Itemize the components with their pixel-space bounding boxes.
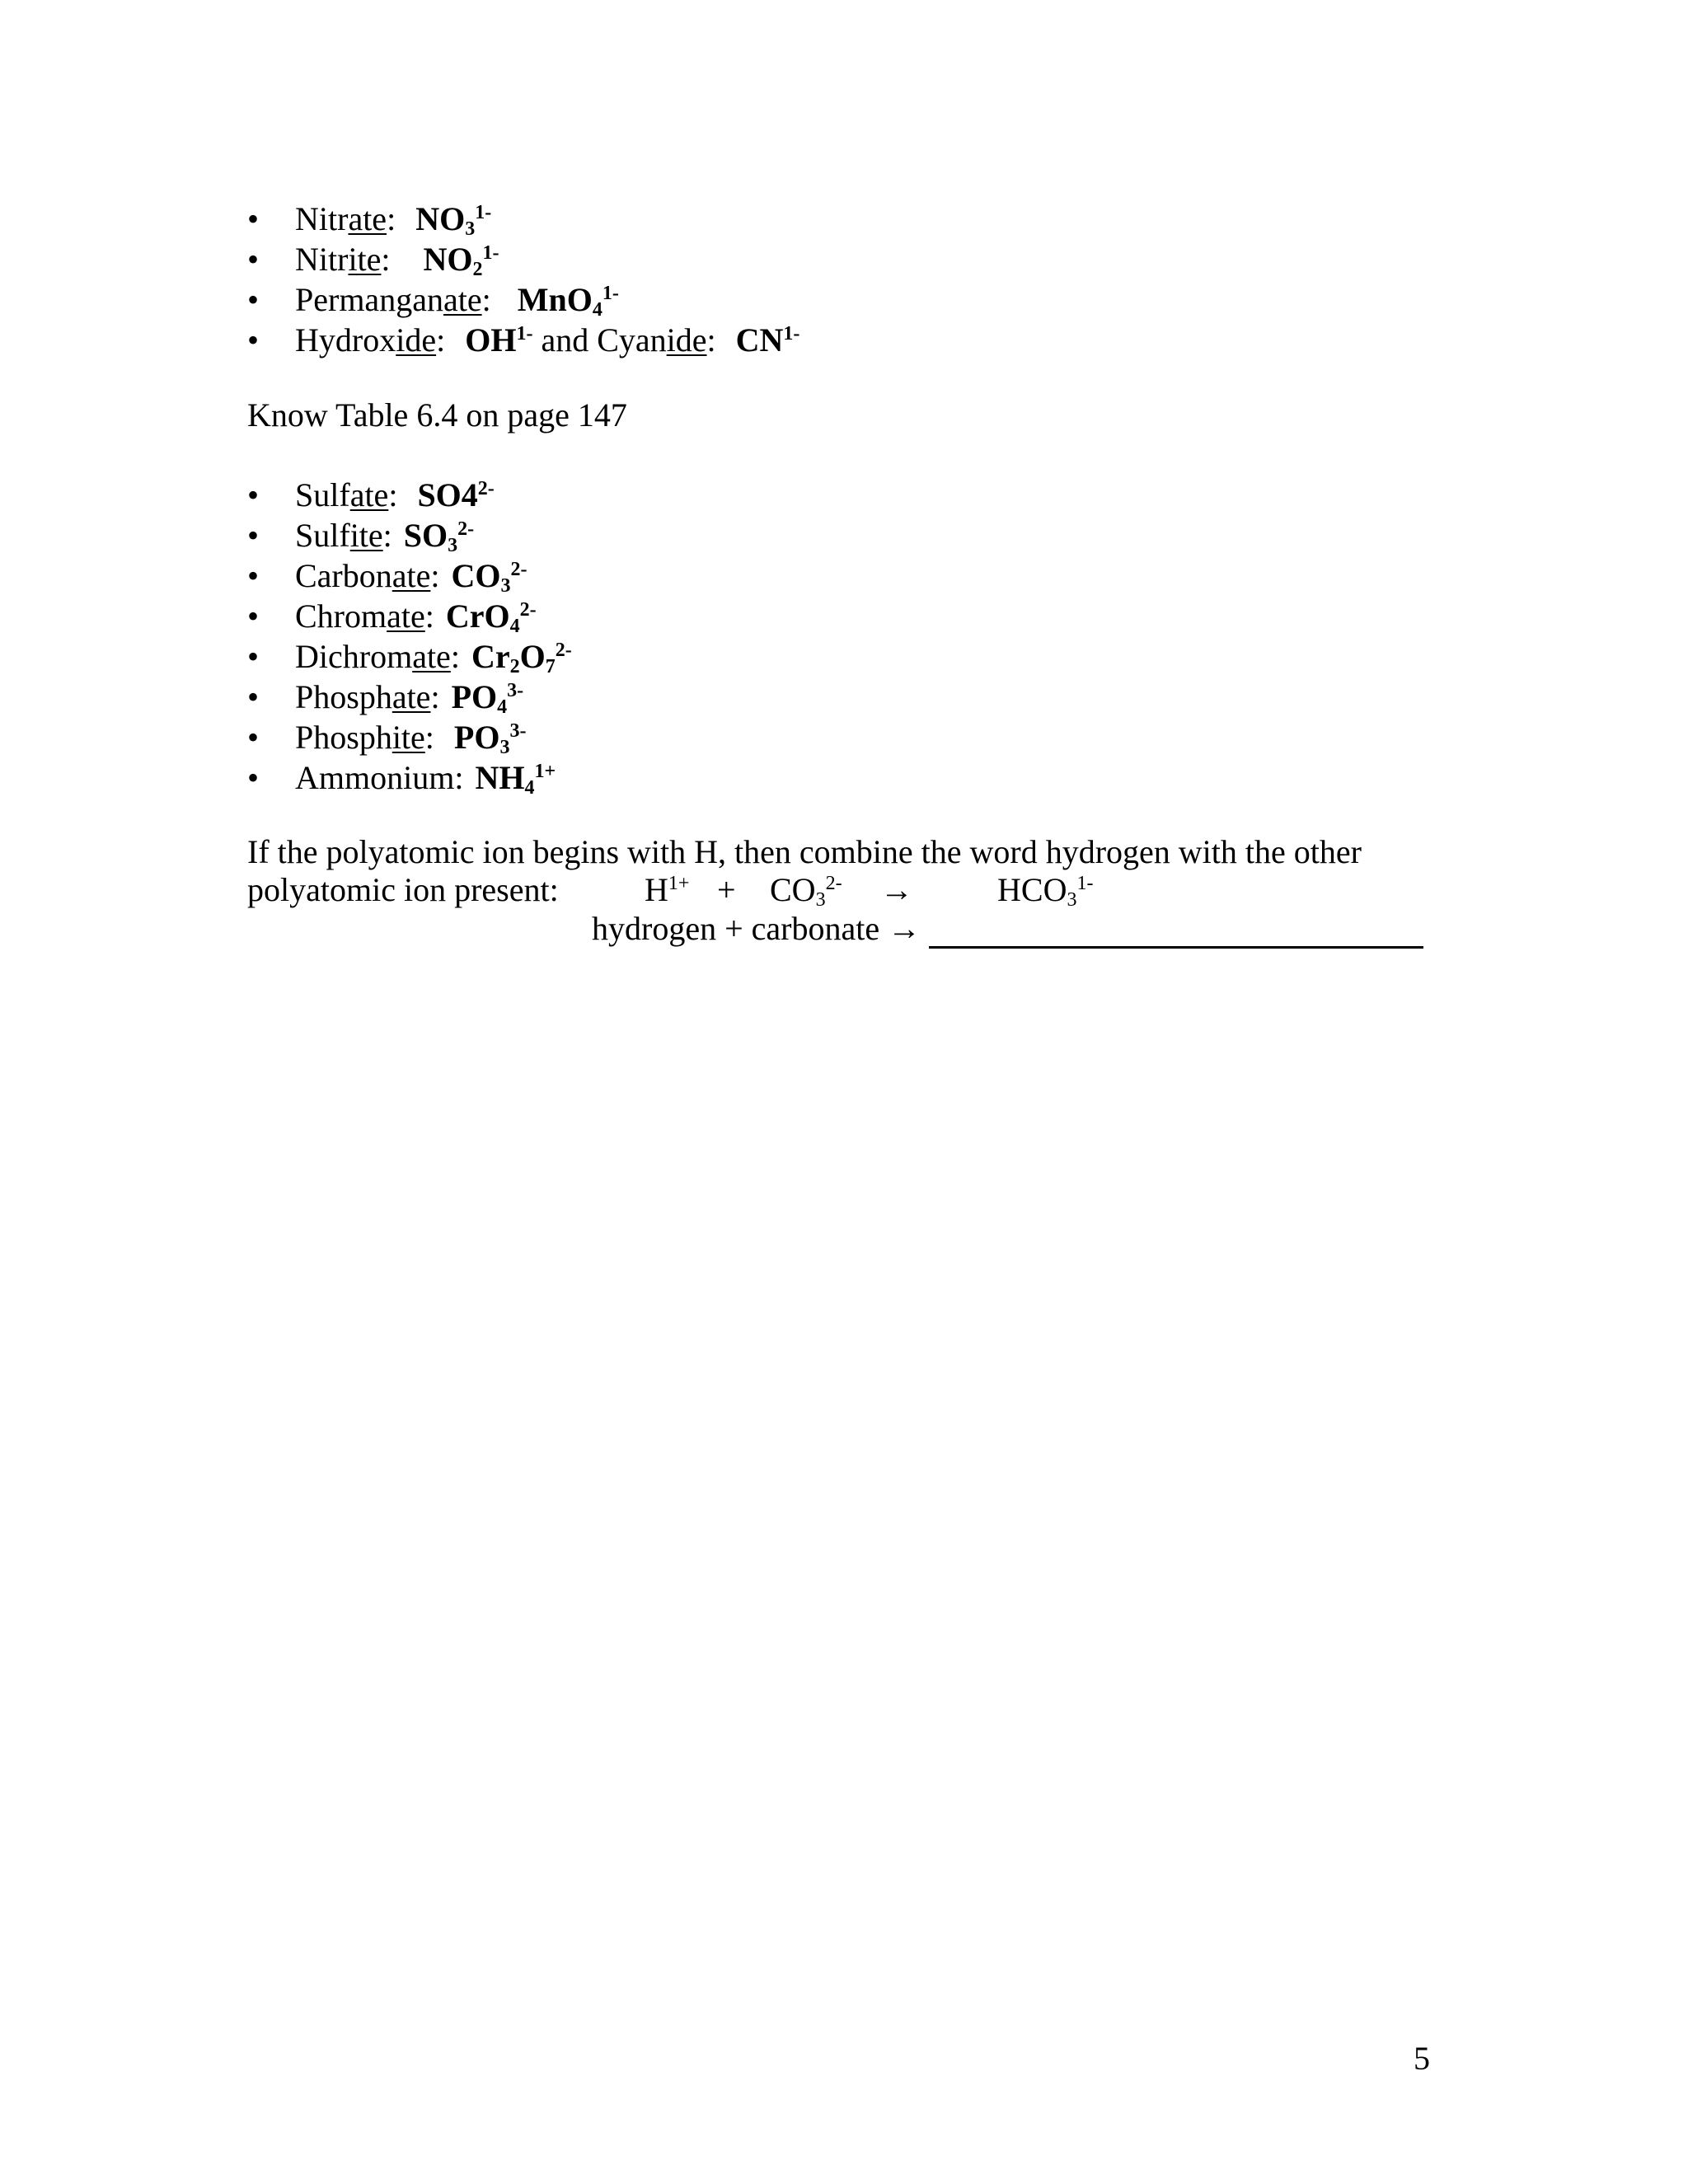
bullet-icon: • <box>247 200 260 237</box>
formula-subscript: 3 <box>499 737 510 758</box>
colon: : <box>381 241 391 278</box>
ion-suffix: ite <box>348 241 382 278</box>
ion-suffix: ide <box>666 321 707 359</box>
formula-base: SO4 <box>417 476 478 513</box>
formula-subscript: 4 <box>592 299 603 321</box>
list-item-chromate <box>247 596 572 636</box>
formula-subscript: 4 <box>524 777 535 799</box>
ion-suffix: ide <box>396 321 437 359</box>
ion-suffix: ate <box>392 678 431 715</box>
ion-charge: 1- <box>516 323 533 344</box>
ion-suffix: ate <box>443 281 482 318</box>
formula-base: PO <box>451 678 498 715</box>
ion-charge: 1- <box>482 242 499 264</box>
ion-suffix: ate <box>348 200 387 237</box>
ion-formula <box>417 476 494 513</box>
equation-words <box>592 909 1423 949</box>
ion-name-prefix: Carbon <box>295 557 392 594</box>
colon: : <box>424 719 434 756</box>
ion-charge: 1- <box>1076 873 1094 894</box>
ion-suffix: ate <box>392 557 431 594</box>
colon: : <box>436 321 446 359</box>
ion-formula <box>471 638 572 675</box>
ion-formula <box>446 598 537 635</box>
ion-charge: 3- <box>509 720 527 742</box>
ion-formula <box>517 281 619 321</box>
ion-list-1 <box>247 199 799 360</box>
bullet-icon: • <box>247 321 260 359</box>
ion-formula <box>736 321 800 359</box>
ion-formula <box>454 719 527 756</box>
ion-formula <box>451 678 524 718</box>
ion-list-2 <box>247 475 572 798</box>
formula-base: CO <box>451 557 501 594</box>
formula-base: CrO <box>445 598 510 635</box>
ion-formula <box>475 759 556 799</box>
formula-base: O <box>519 638 546 675</box>
formula-subscript: 3 <box>448 535 458 556</box>
ion-formula <box>424 241 499 278</box>
colon: : <box>387 200 396 237</box>
list-item-nitrite <box>247 239 799 279</box>
formula-subscript: 3 <box>500 575 511 597</box>
ion-charge: 2- <box>477 478 495 499</box>
formula-base: MnO <box>517 281 593 318</box>
ion-symbol: H <box>645 871 668 908</box>
equation-plus: + <box>717 871 736 908</box>
ion-symbol: CO <box>770 871 816 908</box>
ion-name-prefix: Dichrom <box>295 638 413 675</box>
ion-name-prefix: Hydrox <box>295 321 396 359</box>
ion-charge: 2- <box>519 599 537 621</box>
formula-subscript: 3 <box>465 218 476 240</box>
colon: : <box>430 678 440 715</box>
answer-blank[interactable] <box>929 910 1423 949</box>
formula-subscript: 3 <box>1067 889 1077 911</box>
colon: : <box>481 281 491 318</box>
list-item-hydroxide-cyanide <box>247 320 799 360</box>
list-item-permanganate <box>247 279 799 320</box>
ion-charge: 2- <box>510 559 528 580</box>
formula-subscript: 4 <box>497 696 508 718</box>
formula-base: PO <box>453 719 500 756</box>
bullet-icon: • <box>247 638 260 675</box>
equation-words-text: hydrogen + carbonate → <box>592 910 921 947</box>
formula-base: SO <box>403 517 448 554</box>
hydrogen-rule-line-2: polyatomic ion present: <box>247 871 559 908</box>
hydrogen-rule-line-1: If the polyatomic ion begins with H, then combine the word hydrogen with the other <box>247 833 1362 870</box>
colon: : <box>430 557 440 594</box>
ion-suffix: ite <box>349 517 383 554</box>
bullet-icon: • <box>247 759 260 796</box>
formula-base: NH <box>475 759 525 796</box>
formula-subscript: 3 <box>815 889 826 911</box>
list-item-sulfite <box>247 515 572 555</box>
formula-subscript: 4 <box>509 616 520 637</box>
ion-name-prefix: Sulf <box>295 517 350 554</box>
ion-suffix: ate <box>412 638 451 675</box>
ion-charge: 2- <box>825 873 842 894</box>
colon: : <box>388 476 398 513</box>
know-table-note: Know Table 6.4 on page 147 <box>247 396 627 434</box>
equation-bicarbonate-ion <box>997 870 1093 910</box>
ion-name-prefix: Phosph <box>295 678 392 715</box>
ion-charge: 1+ <box>668 873 690 894</box>
connector-text: and Cyan <box>532 321 667 359</box>
ion-formula <box>451 557 528 597</box>
bullet-icon: • <box>247 476 260 513</box>
bullet-icon: • <box>247 557 260 594</box>
ion-name-prefix: Chrom <box>295 598 387 635</box>
formula-base: NO <box>423 241 473 278</box>
formula-subscript: 2 <box>509 656 520 677</box>
list-item-ammonium <box>247 757 572 798</box>
list-item-nitrate <box>247 199 799 239</box>
bullet-icon: • <box>247 281 260 318</box>
colon: : <box>450 638 460 675</box>
list-item-carbonate <box>247 555 572 596</box>
formula-base: OH <box>465 321 517 359</box>
colon: : <box>424 598 434 635</box>
formula-subscript: 7 <box>545 656 556 677</box>
ion-name-prefix: Phosph <box>295 719 392 756</box>
ion-charge: 2- <box>555 640 572 661</box>
bullet-icon: • <box>247 719 260 756</box>
ion-charge: 1+ <box>534 761 556 782</box>
ion-charge: 2- <box>457 518 475 540</box>
list-item-phosphite <box>247 717 572 757</box>
bullet-icon: • <box>247 517 260 554</box>
colon: : <box>382 517 392 554</box>
page-number: 5 <box>1414 2040 1430 2077</box>
list-item-sulfate <box>247 475 572 515</box>
equation-carbonate-ion <box>770 870 842 910</box>
equation-hydrogen-ion <box>645 870 689 910</box>
ion-charge: 1- <box>602 283 619 304</box>
ion-charge: 1- <box>783 323 800 344</box>
colon: : <box>706 321 716 359</box>
ion-symbol: HCO <box>997 871 1067 908</box>
ion-formula <box>415 200 492 240</box>
ion-charge: 1- <box>475 202 492 223</box>
ion-formula <box>404 517 474 554</box>
formula-base: CN <box>735 321 784 359</box>
ion-suffix: ate <box>387 598 425 635</box>
bullet-icon: • <box>247 598 260 635</box>
formula-base: Cr <box>471 638 510 675</box>
ion-formula <box>465 321 532 359</box>
ion-charge: 3- <box>507 680 524 701</box>
ion-suffix: ate <box>349 476 389 513</box>
list-item-dichromate <box>247 636 572 677</box>
bullet-icon: • <box>247 678 260 715</box>
bullet-icon: • <box>247 241 260 278</box>
ion-name-prefix: Nitr <box>295 241 349 278</box>
ion-name-prefix: Sulf <box>295 476 350 513</box>
formula-base: NO <box>415 200 466 237</box>
ion-name-prefix: Permangan <box>295 281 443 318</box>
ion-name: Ammonium: <box>295 759 464 796</box>
ion-name-prefix: Nitr <box>295 200 349 237</box>
list-item-phosphate <box>247 677 572 717</box>
equation-arrow-icon: → <box>880 871 913 908</box>
ion-suffix: ite <box>392 719 425 756</box>
formula-subscript: 2 <box>472 259 483 280</box>
